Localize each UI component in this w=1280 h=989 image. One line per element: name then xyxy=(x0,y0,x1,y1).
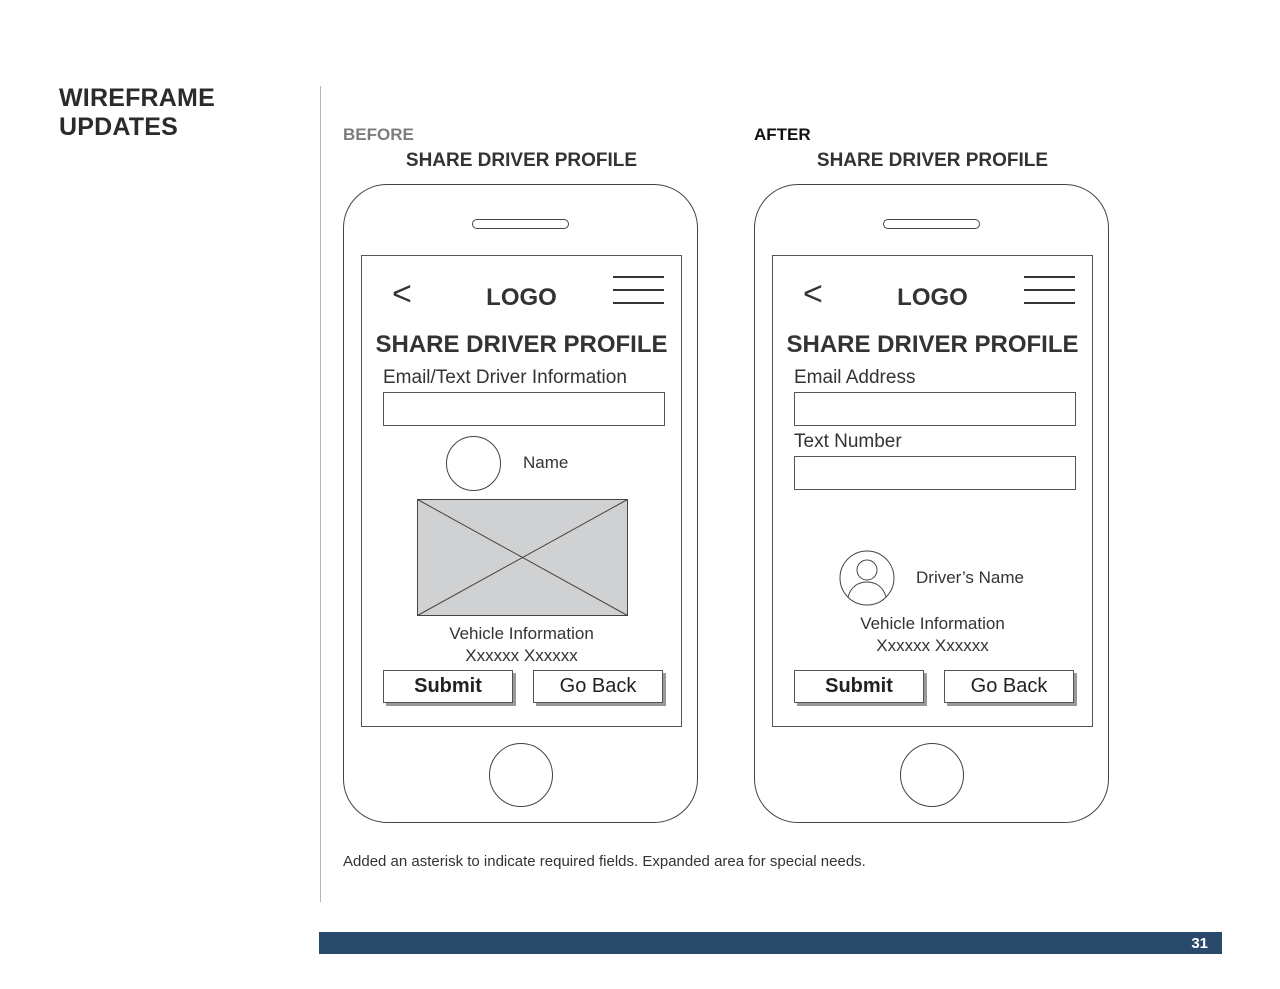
page-number: 31 xyxy=(1191,935,1208,952)
vehicle-info-label: Vehicle Information xyxy=(860,614,1005,633)
vertical-divider xyxy=(320,86,321,902)
hamburger-menu-icon[interactable] xyxy=(1024,276,1075,304)
go-back-button[interactable]: Go Back xyxy=(944,670,1074,703)
back-arrow-icon[interactable]: < xyxy=(392,275,412,313)
logo: LOGO xyxy=(897,284,968,311)
after-label: AFTER xyxy=(754,125,811,144)
logo: LOGO xyxy=(486,284,557,311)
vehicle-info-value: Xxxxxx Xxxxxx xyxy=(876,636,989,655)
screen-title: SHARE DRIVER PROFILE xyxy=(786,331,1079,358)
submit-button[interactable]: Submit xyxy=(794,670,924,703)
home-button[interactable] xyxy=(489,743,553,807)
driver-name-label: Driver’s Name xyxy=(916,568,1025,587)
vehicle-info-value: Xxxxxx Xxxxxx xyxy=(465,646,578,665)
before-label: BEFORE xyxy=(343,125,414,144)
before-heading: SHARE DRIVER PROFILE xyxy=(405,150,638,171)
driver-name-label: Name xyxy=(523,453,569,472)
after-phone-frame xyxy=(754,184,1109,823)
email-text-label: Email/Text Driver Information xyxy=(383,367,627,388)
before-phone-frame xyxy=(343,184,698,823)
page-title-line-1: WIREFRAME xyxy=(59,84,215,112)
user-avatar-icon xyxy=(839,550,895,606)
home-button[interactable] xyxy=(900,743,964,807)
screen-title: SHARE DRIVER PROFILE xyxy=(375,331,668,358)
after-phone-screen xyxy=(772,255,1093,727)
after-heading: SHARE DRIVER PROFILE xyxy=(816,150,1049,171)
page-title-line-2: UPDATES xyxy=(59,113,179,141)
vehicle-image-placeholder xyxy=(417,499,629,617)
footer-bar xyxy=(319,932,1222,954)
text-number-input[interactable] xyxy=(794,456,1076,490)
phone-speaker xyxy=(472,219,569,229)
phone-speaker xyxy=(883,219,980,229)
email-address-input[interactable] xyxy=(794,392,1076,426)
hamburger-menu-icon[interactable] xyxy=(613,276,664,304)
email-address-label: Email Address xyxy=(794,367,916,388)
go-back-button[interactable]: Go Back xyxy=(533,670,663,703)
vehicle-info-label: Vehicle Information xyxy=(449,624,594,643)
submit-button[interactable]: Submit xyxy=(383,670,513,703)
back-arrow-icon[interactable]: < xyxy=(803,275,823,313)
text-number-label: Text Number xyxy=(794,431,902,452)
email-text-input[interactable] xyxy=(383,392,665,426)
footnote: Added an asterisk to indicate required fields. Expanded area for special needs. xyxy=(343,853,866,870)
page-title xyxy=(59,84,215,142)
before-phone-screen xyxy=(361,255,682,727)
driver-avatar xyxy=(446,436,501,491)
